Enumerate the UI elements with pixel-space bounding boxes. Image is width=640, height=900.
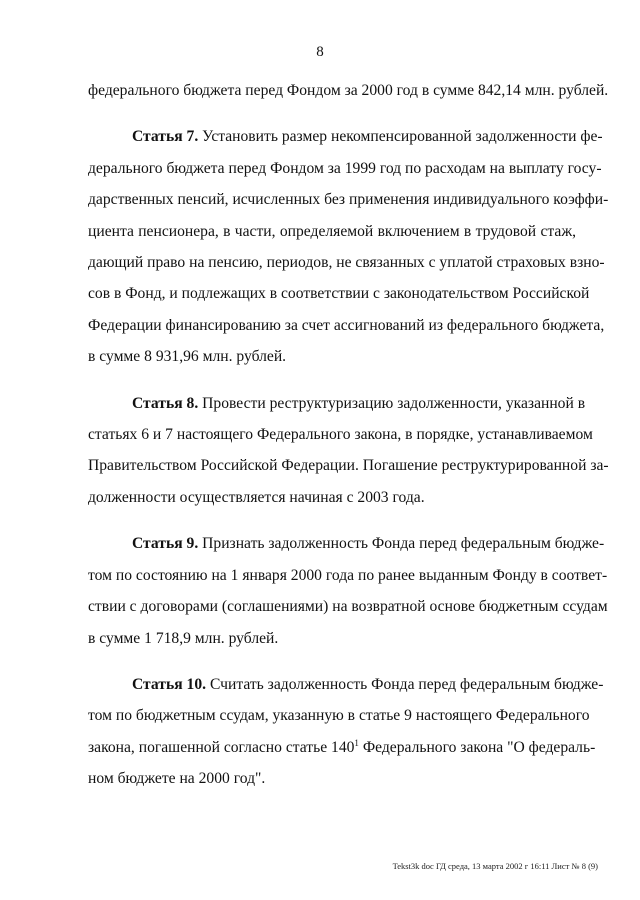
text-line: долженности осуществляется начиная с 2003 года. [88, 488, 425, 506]
article-7 [88, 121, 609, 372]
article-label: Статья 10. [132, 675, 207, 693]
text-line: в сумме 1 718,9 млн. рублей. [88, 629, 279, 647]
article-9 [88, 528, 608, 654]
text-line: Правительством Российской Федерации. Погашение реструктурированной за- [88, 457, 609, 475]
page-number: 8 [316, 44, 324, 60]
text-line: Федерации финансированию за счет ассигнований из федерального бюджета, [88, 316, 605, 334]
text-line: Статья 9. Признать задолженность Фонда перед федеральным бюдже- [132, 535, 605, 553]
document-body [88, 75, 609, 795]
text-line: ствии с договорами (соглашениями) на возвратной основе бюджетным ссудам [88, 598, 608, 616]
text-line: том по бюджетным ссудам, указанную в статье 9 настоящего Федерального [88, 707, 590, 725]
text-line: закона, погашенной согласно статье $140^1$ Федерального закона "О федераль- [88, 737, 596, 756]
text-line: дерального бюджета перед Фондом за 1999 год по расходам на выплату госу- [88, 159, 602, 177]
article-8 [88, 388, 609, 514]
text-line: Статья 10. Считать задолженность Фонда перед федеральным бюдже- [132, 675, 604, 693]
text-line: федерального бюджета перед Фондом за 2000 год в сумме 842,14 млн. рублей. [88, 82, 609, 99]
superscript: 1 [354, 737, 359, 748]
text-line: циента пенсионера, в части, определяемой включением в трудовой стаж, [88, 222, 576, 240]
article-label: Статья 7. [132, 128, 199, 146]
text-line: дающий право на пенсию, периодов, не связанных с уплатой страховых взно- [88, 254, 605, 272]
page-footer: Tekst3k doc ГД среда, 13 марта 2002 г 16:11 Лист № 8 (9) [392, 861, 598, 871]
text-line: в сумме 8 931,96 млн. рублей. [88, 348, 287, 366]
article-label: Статья 9. [132, 535, 199, 553]
text-line: статьях 6 и 7 настоящего Федерального закона, в порядке, устанавливаемом [88, 426, 593, 444]
article-label: Статья 8. [132, 394, 199, 412]
text-line: ном бюджете на 2000 год". [88, 770, 266, 788]
text-line: том по состоянию на 1 января 2000 года по ранее выданным Фонду в соответ- [88, 566, 608, 584]
text-line: сов в Фонд, и подлежащих в соответствии с законодательством Российской [88, 285, 590, 303]
text-line: Статья 7. Установить размер некомпенсированной задолженности фе- [132, 128, 603, 146]
text-line: Статья 8. Провести реструктуризацию задолженности, указанной в [132, 394, 586, 412]
text-line: дарственных пенсий, исчисленных без применения индивидуального коэффи- [88, 191, 609, 209]
intro-paragraph [88, 75, 609, 106]
article-10 [88, 669, 604, 795]
